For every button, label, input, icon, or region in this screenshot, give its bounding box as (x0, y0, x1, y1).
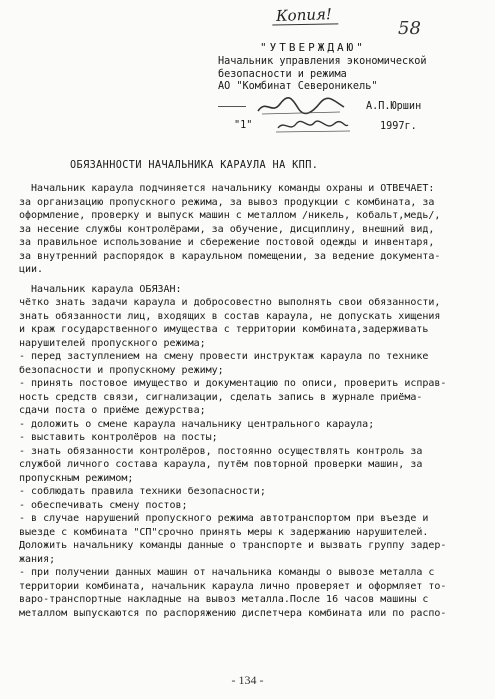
intro-paragraph (19, 182, 487, 277)
copy-stamp: Копия! (275, 5, 333, 25)
signature-row (218, 99, 490, 119)
text-line: за правильное использование и сбережение постовой одежды и инвентаря, (19, 237, 435, 248)
text-line: металлом выпускаются по распоряжению диспетчера комбината или по распо- (19, 607, 447, 619)
signature-scribble (256, 95, 346, 117)
duties-list (19, 283, 487, 621)
text-line: за несение службы контролёрами, за обучение, дисциплину, внешний вид, (19, 223, 435, 235)
text-line: - перед заступлением на смену провести инструктаж караула по технике (19, 351, 429, 362)
text-line: пропускным режимом; (19, 472, 134, 484)
signer-name: А.П.Юршин (366, 100, 422, 112)
approval-line: АО "Комбинат Североникель" (218, 81, 378, 93)
text-line: Доложить начальнику команды данные о транспорте и вызвать группу задер- (19, 540, 447, 551)
text-line: выезде с комбината "СП"срочно принять меры к задержанию нарушителей. (19, 526, 429, 538)
text-line: Начальник караула подчиняется начальнику команды охраны и ОТВЕЧАЕТ: (19, 183, 435, 194)
date-day: "1" (234, 119, 253, 131)
approval-line: Начальник управления экономической (218, 56, 427, 68)
text-line: знать обязанности лиц, входящих в состав караула, не допускать хищения (19, 310, 441, 322)
text-line: - выставить контролёров на посты; (19, 432, 218, 443)
text-line: варо-транспортные накладные на вывоз металла.После 16 часов машины с (19, 594, 429, 605)
approval-block (218, 42, 490, 134)
text-line: жания; (19, 553, 56, 565)
date-row (218, 120, 490, 134)
text-line: чётко знать задачи караула и добросовестно выполнять свои обязанности, (19, 297, 441, 308)
text-line: ции. (19, 264, 44, 275)
text-line: и краж государственного имущества с территории комбината,задерживать (19, 324, 429, 335)
text-line: - знать обязанности контролёров, постоянно осуществлять контроль за (19, 445, 423, 457)
text-line: - обеспечивать смену постов; (19, 499, 188, 511)
text-line: - в случае нарушений пропускного режима автотранспортом при въезде и (19, 513, 429, 524)
handwritten-page-number: 58 (398, 18, 421, 39)
approval-title: "УТВЕРЖДАЮ" (260, 41, 366, 54)
text-line: Начальник караула ОБЯЗАН: (19, 283, 182, 295)
text-line: - доложить о смене караула начальнику центрального караула; (19, 418, 375, 430)
text-line: службой личного состава караула, путём повторной проверки машин, за (19, 459, 423, 470)
date-month-handwritten (276, 118, 350, 134)
date-year: 1997г. (380, 120, 417, 132)
text-line: территории комбината, начальник караула лично проверяет и оформляет то- (19, 580, 447, 592)
text-line: безопасности и пропускному режиму; (19, 364, 224, 376)
text-line: сдачи поста о приёме дежурства; (19, 405, 206, 416)
text-line: за организацию пропускного режима, за вывоз продукции с комбината, за (19, 196, 435, 208)
approval-line: безопасности и режима (218, 68, 347, 80)
page-number: - 134 - (231, 673, 264, 687)
document-body (19, 182, 487, 620)
text-line: ность средств связи, сигнализации, сделать запись в журнале приёма- (19, 391, 423, 403)
text-line: за внутренний распорядок в караульном помещении, за ведение документа- (19, 250, 441, 262)
approval-lines (218, 56, 490, 93)
text-line: нарушителей пропускного режима; (19, 337, 206, 349)
document-heading: ОБЯЗАННОСТИ НАЧАЛЬНИКА КАРАУЛА НА КПП. (70, 160, 319, 171)
text-line: - при получении данных машин от начальника команды о вывозе металла с (19, 567, 435, 578)
signature-dash (218, 106, 246, 107)
text-line: оформление, проверку и выпуск машин с металлом /никель, кобальт,медь/, (19, 210, 441, 221)
text-line: - принять постовое имущество и документацию по описи, проверить исправ- (19, 378, 447, 389)
text-line: - соблюдать правила техники безопасности; (19, 486, 266, 497)
